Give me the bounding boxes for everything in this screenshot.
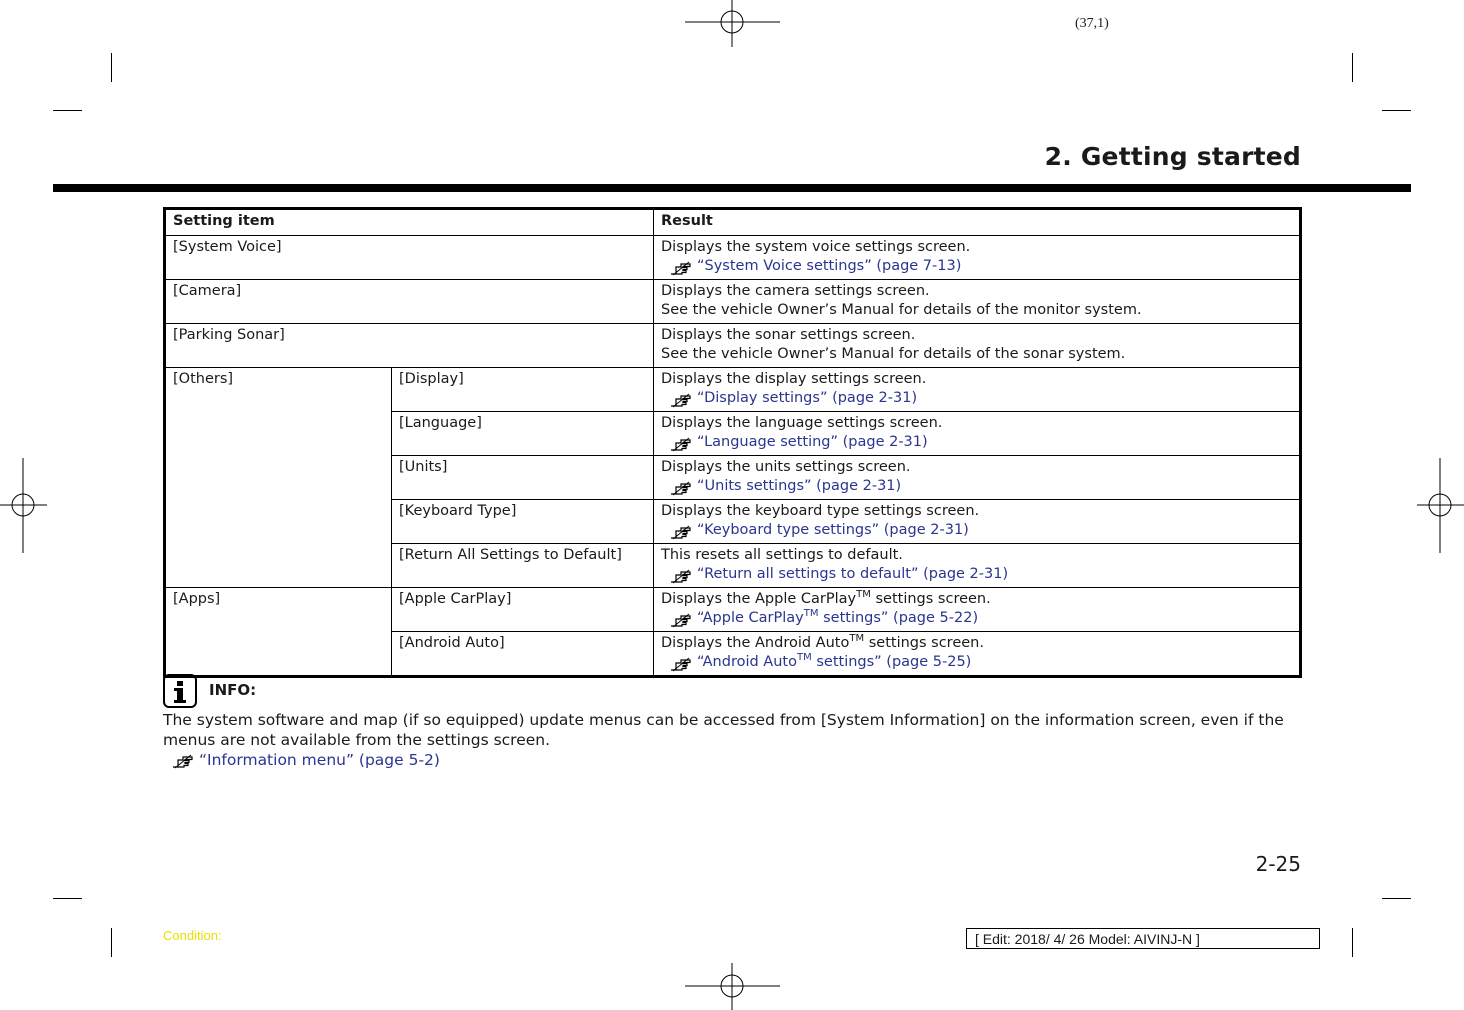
- pointing-hand-icon: [669, 566, 693, 584]
- result-cell: [654, 456, 1301, 500]
- settings-table: [163, 207, 1302, 678]
- cross-reference-link[interactable]: [661, 565, 1293, 584]
- pointing-hand-icon: [669, 522, 693, 540]
- page-number: 2-25: [1255, 852, 1301, 876]
- result-cell: [654, 236, 1301, 280]
- result-cell: [654, 544, 1301, 588]
- result-desc: Displays the language settings screen.: [661, 415, 943, 431]
- setting-item: [Parking Sonar]: [165, 324, 654, 368]
- setting-item: [System Voice]: [165, 236, 654, 280]
- result-cell: [654, 500, 1301, 544]
- reference-text: “Apple CarPlay™ settings” (page 5-22): [697, 608, 979, 626]
- condition-label: Condition:: [163, 928, 222, 943]
- sub-item: [Display]: [392, 368, 654, 412]
- result-cell: [654, 280, 1301, 324]
- sub-item: [Language]: [392, 412, 654, 456]
- result-cell: [654, 632, 1301, 677]
- pointing-hand-icon: [669, 258, 693, 276]
- col-header-result: Result: [654, 209, 1301, 236]
- result-cell: [654, 588, 1301, 632]
- table-row: [165, 324, 1301, 368]
- info-cross-reference-link[interactable]: [163, 751, 440, 769]
- result-desc: Displays the Android Auto™ settings screen.: [661, 633, 984, 651]
- group-item-others: [Others]: [165, 368, 392, 588]
- reference-text: “Android Auto™ settings” (page 5-25): [697, 652, 972, 670]
- info-text: The system software and map (if so equipped) update menus can be accessed from [System Information] on the information screen, even if the menus are not available from the settings screen.: [163, 711, 1284, 749]
- table-row: [165, 236, 1301, 280]
- info-icon: [163, 674, 197, 708]
- cross-reference-link[interactable]: [661, 389, 1293, 408]
- result-desc: Displays the units settings screen.: [661, 459, 911, 475]
- registration-mark-right: [1417, 458, 1464, 553]
- reference-text: “Return all settings to default” (page 2-31): [697, 566, 1009, 582]
- result-desc: Displays the sonar settings screen.: [661, 327, 916, 343]
- result-desc: Displays the display settings screen.: [661, 371, 927, 387]
- col-header-setting: Setting item: [165, 209, 654, 236]
- cross-reference-link[interactable]: [661, 521, 1293, 540]
- pointing-hand-icon: [669, 478, 693, 496]
- result-desc: This resets all settings to default.: [661, 547, 903, 563]
- pointing-hand-icon: [669, 434, 693, 452]
- sub-item: [Android Auto]: [392, 632, 654, 677]
- result-cell: [654, 412, 1301, 456]
- registration-mark-bottom: [685, 963, 780, 1010]
- result-note: See the vehicle Owner’s Manual for details of the monitor system.: [661, 302, 1142, 318]
- reference-text: “Units settings” (page 2-31): [697, 478, 902, 494]
- setting-item: [Camera]: [165, 280, 654, 324]
- info-label: INFO:: [209, 681, 257, 699]
- result-cell: [654, 368, 1301, 412]
- result-desc: Displays the keyboard type settings screen.: [661, 503, 980, 519]
- table-row: [165, 280, 1301, 324]
- group-item-apps: [Apps]: [165, 588, 392, 677]
- pointing-hand-icon: [669, 654, 693, 672]
- pointing-hand-icon: [669, 390, 693, 408]
- chapter-rule: [53, 184, 1411, 192]
- cross-reference-link[interactable]: [661, 609, 1293, 628]
- chapter-title: 2. Getting started: [1044, 142, 1301, 171]
- cross-reference-link[interactable]: [661, 653, 1293, 672]
- pointing-hand-icon: [669, 610, 693, 628]
- sub-item: [Return All Settings to Default]: [392, 544, 654, 588]
- edit-info-box: [ Edit: 2018/ 4/ 26 Model: AIVINJ-N ]: [966, 928, 1320, 949]
- result-desc: Displays the system voice settings screen.: [661, 239, 971, 255]
- registration-mark-left: [0, 458, 47, 553]
- sub-item: [Keyboard Type]: [392, 500, 654, 544]
- cross-reference-link[interactable]: [661, 433, 1293, 452]
- pointing-hand-icon: [171, 751, 195, 769]
- table-header-row: [165, 209, 1301, 236]
- result-desc: Displays the camera settings screen.: [661, 283, 930, 299]
- reference-text: “Display settings” (page 2-31): [697, 390, 918, 406]
- reference-text: “Information menu” (page 5-2): [199, 751, 440, 769]
- cross-reference-link[interactable]: [661, 257, 1293, 276]
- result-note: See the vehicle Owner’s Manual for details of the sonar system.: [661, 346, 1126, 362]
- reference-text: “Language setting” (page 2-31): [697, 434, 928, 450]
- sub-item: [Apple CarPlay]: [392, 588, 654, 632]
- registration-mark-top: [685, 0, 780, 47]
- result-cell: [654, 324, 1301, 368]
- table-row: [165, 588, 1301, 632]
- table-row: [165, 368, 1301, 412]
- reference-text: “Keyboard type settings” (page 2-31): [697, 522, 969, 538]
- result-desc: Displays the Apple CarPlay™ settings screen.: [661, 589, 991, 607]
- sub-item: [Units]: [392, 456, 654, 500]
- cross-reference-link[interactable]: [661, 477, 1293, 496]
- reference-text: “System Voice settings” (page 7-13): [697, 258, 962, 274]
- page-code: (37,1): [1075, 16, 1109, 31]
